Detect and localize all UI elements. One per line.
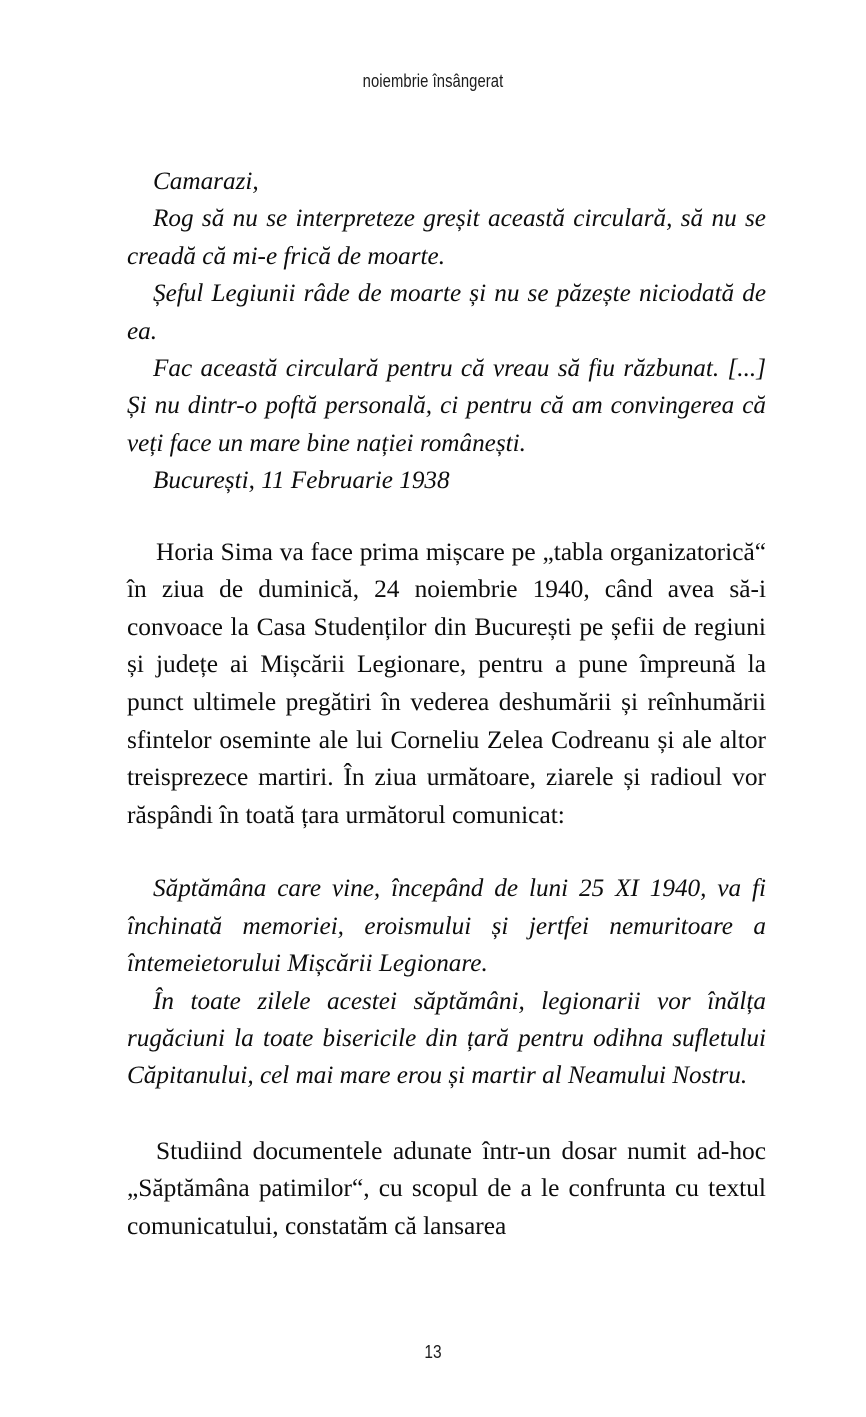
paragraph-spacer bbox=[127, 1095, 766, 1133]
quote-paragraph: Rog să nu se interpreteze greșit această circulară, să nu se creadă că mi-e frică de moarte. bbox=[127, 205, 766, 270]
blockquote-circulara bbox=[127, 163, 766, 500]
running-head: noiembrie însângerat bbox=[362, 70, 504, 91]
page-number: 13 bbox=[424, 1342, 442, 1362]
quote-paragraph: Camarazi, bbox=[153, 168, 259, 195]
body-paragraph-studiind: Studiind documentele adunate într-un dosar numit ad-hoc „Săptămâna patimilor“, cu scopul de a le confrunta cu textul comunicatului, constatăm că lansarea bbox=[127, 1136, 766, 1241]
quote-paragraph: Șeful Legiunii râde de moarte și nu se păzește niciodată de ea. bbox=[127, 280, 766, 345]
text-column bbox=[127, 163, 766, 1246]
paragraph-spacer bbox=[127, 834, 766, 870]
body-paragraph-horia-sima: Horia Sima va face prima mișcare pe „tabla organizatorică“ în ziua de duminică, 24 noiembrie 1940, când avea să-i convoace la Casa Studenților din București pe șefii de regiuni și județe ai Mișcării Legionare, pentru a pune împreună la punct ultimele pregătiri în vederea deshumării și reînhumării sfintelor oseminte ale lui Corneliu Zelea Codreanu și ale altor treisprezece martiri. În ziua următoare, ziarele și radioul vor răspândi în toată țara următorul comunicat: bbox=[127, 537, 766, 829]
quote-paragraph: În toate zilele acestei săptămâni, legionarii vor înălța rugăciuni la toate bisericile din țară pentru odihna sufletului Căpitanului, cel mai mare erou și martir al Neamului Nostru. bbox=[127, 987, 766, 1090]
blockquote-comunicat bbox=[127, 870, 766, 1094]
quote-paragraph: Săptămâna care vine, începând de luni 25 XI 1940, va fi închinată memoriei, eroismului și jertfei nemuritoare a întemeietorului Mișcării Legionare. bbox=[127, 875, 766, 978]
paragraph-spacer bbox=[127, 500, 766, 534]
quote-dateline: București, 11 Februarie 1938 bbox=[153, 467, 450, 495]
quote-paragraph: Fac această circulară pentru că vreau să fiu răzbunat. [...] Și nu dintr-o poftă personală, ci pentru că am convingerea că veți face un mare bine nației românești. bbox=[127, 355, 766, 457]
